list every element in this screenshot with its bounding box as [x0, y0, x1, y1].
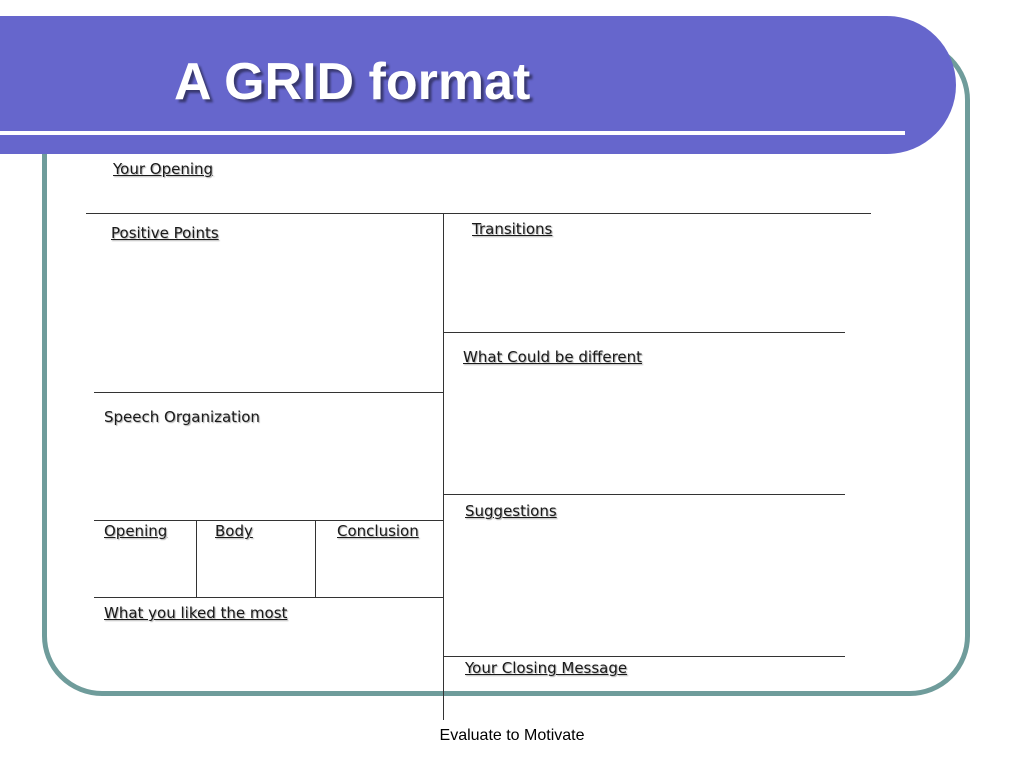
title-underline: [0, 131, 905, 135]
grid-left-line-3: [94, 597, 443, 598]
grid-org-divider-1: [196, 520, 197, 597]
your-opening-label: Your Opening: [113, 160, 214, 178]
opening-label: Opening: [104, 522, 168, 540]
suggestions-label: Suggestions: [465, 502, 557, 520]
grid-left-line-2: [94, 520, 443, 521]
what-could-be-different-label: What Could be different: [463, 348, 643, 366]
grid-top-line: [86, 213, 871, 214]
what-you-liked-the-most-label: What you liked the most: [104, 604, 288, 622]
speech-organization-label: Speech Organization: [104, 408, 260, 426]
conclusion-label: Conclusion: [337, 522, 419, 540]
transitions-label: Transitions: [472, 220, 553, 238]
body-label: Body: [215, 522, 253, 540]
grid-right-line-1: [443, 332, 845, 333]
slide-footer: Evaluate to Motivate: [439, 727, 585, 744]
slide-title: A GRID format: [174, 53, 531, 111]
positive-points-label: Positive Points: [111, 224, 219, 242]
grid-left-line-1: [94, 392, 443, 393]
grid-right-line-3: [443, 656, 845, 657]
grid-center-divider: [443, 213, 444, 720]
your-closing-message-label: Your Closing Message: [465, 659, 628, 677]
grid-right-line-2: [443, 494, 845, 495]
grid-org-divider-2: [315, 520, 316, 597]
